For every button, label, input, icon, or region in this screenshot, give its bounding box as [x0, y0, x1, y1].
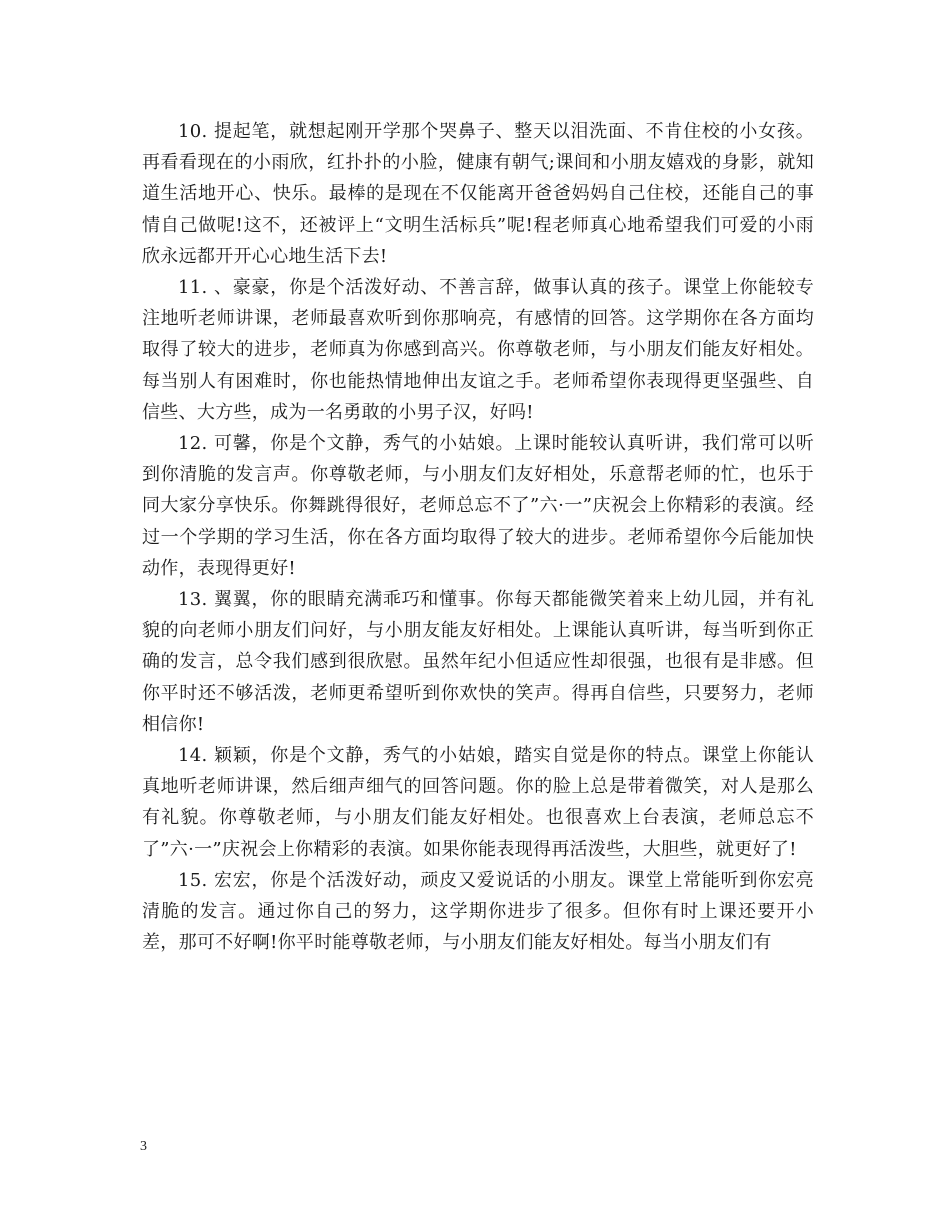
paragraph-15: 15. 宏宏，你是个活泼好动，顽皮又爱说话的小朋友。课堂上常能听到你宏亮清脆的发言。通过你自己的努力，这学期你进步了很多。但你有时上课还要开小差，那可不好啊!你平时能尊敬老师，与小朋友们能友好相处。每当小朋友们有 [142, 869, 814, 954]
paragraph-11: 11. 、豪豪，你是个活泼好动、不善言辞，做事认真的孩子。课堂上你能较专注地听老师讲课，老师最喜欢听到你那响亮，有感情的回答。这学期你在各方面均取得了较大的进步，老师真为你感到高兴。你尊敬老师，与小朋友们能友好相处。每当别人有困难时，你也能热情地伸出友谊之手。老师希望你表现得更坚强些、自信些、大方些，成为一名勇敢的小男子汉，好吗! [142, 277, 814, 423]
paragraph-14: 14. 颖颖，你是个文静，秀气的小姑娘，踏实自觉是你的特点。课堂上你能认真地听老师讲课，然后细声细气的回答问题。你的脸上总是带着微笑，对人是那么有礼貌。你尊敬老师，与小朋友们能友好相处。也很喜欢上台表演，老师总忘不了”六·一”庆祝会上你精彩的表演。如果你能表现得再活泼些，大胆些，就更好了! [142, 745, 814, 860]
page-number: 3 [140, 1139, 147, 1154]
paragraph-13: 13. 翼翼，你的眼睛充满乖巧和懂事。你每天都能微笑着来上幼儿园，并有礼貌的向老师小朋友们问好，与小朋友能友好相处。上课能认真听讲，每当听到你正确的发言，总令我们感到很欣慰。虽然年纪小但适应性却很强，也很有是非感。但你平时还不够活泼，老师更希望听到你欢快的笑声。得再自信些，只要努力，老师相信你! [142, 589, 814, 735]
paragraph-12: 12. 可馨，你是个文静，秀气的小姑娘。上课时能较认真听讲，我们常可以听到你清脆的发言声。你尊敬老师，与小朋友们友好相处，乐意帮老师的忙，也乐于同大家分享快乐。你舞跳得很好，老师总忘不了”六·一”庆祝会上你精彩的表演。经过一个学期的学习生活，你在各方面均取得了较大的进步。老师希望你今后能加快动作，表现得更好! [142, 433, 814, 579]
document-body [142, 116, 814, 958]
paragraph-10: 10. 提起笔，就想起刚开学那个哭鼻子、整天以泪洗面、不肯住校的小女孩。再看看现在的小雨欣，红扑扑的小脸，健康有朝气;课间和小朋友嬉戏的身影，就知道生活地开心、快乐。最棒的是现在不仅能离开爸爸妈妈自己住校，还能自己的事情自己做呢!这不，还被评上“文明生活标兵”呢!程老师真心地希望我们可爱的小雨欣永远都开开心心地生活下去! [142, 121, 814, 267]
